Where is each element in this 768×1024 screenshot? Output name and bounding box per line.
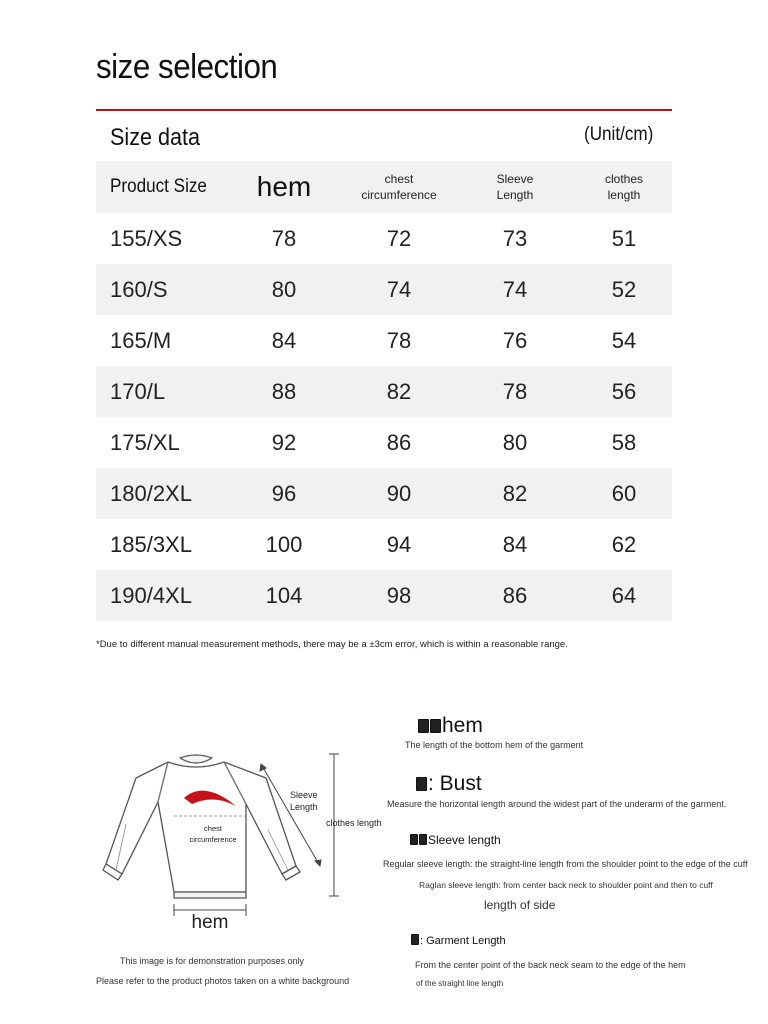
size-cell: 170/L xyxy=(96,366,224,417)
number-marker-icon xyxy=(430,719,441,733)
def-hem-title: hem xyxy=(418,714,483,738)
measurement-cell: 51 xyxy=(611,225,637,251)
measurement-cell: 84 xyxy=(502,531,528,557)
measurement-cell: 100 xyxy=(265,531,303,557)
size-cell: 190/4XL xyxy=(96,570,224,621)
def-sleeve-text-2: Raglan sleeve length: from center back neck to shoulder point and then to cuff xyxy=(419,880,713,890)
title-divider xyxy=(96,109,672,111)
table-row xyxy=(96,264,672,315)
page-title: size selection xyxy=(96,48,278,86)
diagram-caption-2: Please refer to the product photos taken on a white background xyxy=(96,976,350,986)
def-bust-text: Measure the horizontal length around the widest part of the underarm of the garment. xyxy=(387,799,727,809)
measurement-cell: 88 xyxy=(224,366,344,417)
measurement-cell: 74 xyxy=(454,264,576,315)
def-sleeve-text-1: Regular sleeve length: the straight-line length from the shoulder point to the edge of the cuff xyxy=(383,859,748,869)
measurement-cell: 82 xyxy=(454,468,576,519)
measurement-cell: 104 xyxy=(224,570,344,621)
def-garment-text-1: From the center point of the back neck seam to the edge of the hem xyxy=(415,960,686,970)
measurement-cell: 84 xyxy=(271,327,297,353)
size-cell: 155/XS xyxy=(110,225,183,251)
header-chest: chest circumference xyxy=(344,161,454,213)
number-marker-icon xyxy=(411,934,419,945)
diagram-hem-label: hem xyxy=(191,912,229,933)
diagram-clothes-length-label: clothes length xyxy=(326,818,382,828)
measurement-cell: 52 xyxy=(576,264,672,315)
measurement-cell: 72 xyxy=(386,225,412,251)
table-row xyxy=(96,468,672,519)
table-row xyxy=(96,315,672,366)
measurement-cell: 86 xyxy=(454,570,576,621)
header-sleeve-length: Sleeve Length xyxy=(454,161,576,213)
size-table xyxy=(96,161,672,621)
size-data-heading: Size data xyxy=(110,124,201,151)
measurement-cell: 90 xyxy=(344,468,454,519)
measurement-cell: 56 xyxy=(576,366,672,417)
table-row xyxy=(96,366,672,417)
table-row xyxy=(96,519,672,570)
diagram-chest-label: chest circumference xyxy=(189,824,237,844)
size-cell: 180/2XL xyxy=(96,468,224,519)
number-marker-icon xyxy=(410,834,418,845)
measurement-cell: 78 xyxy=(386,327,412,353)
diagram-sleeve-label: Sleeve Length xyxy=(290,790,318,812)
def-hem-text: The length of the bottom hem of the garment xyxy=(405,740,584,750)
header-product-size: Product Size xyxy=(96,161,224,213)
measurement-cell: 92 xyxy=(271,429,297,455)
table-row xyxy=(96,570,672,621)
unit-label: (Unit/cm) xyxy=(584,124,654,145)
def-sleeve-title: Sleeve length xyxy=(410,833,501,847)
table-row xyxy=(96,213,672,264)
measurement-cell: 78 xyxy=(271,225,297,251)
size-table-header xyxy=(96,161,672,213)
measurement-cell: 94 xyxy=(386,531,412,557)
measurement-cell: 64 xyxy=(576,570,672,621)
size-cell: 175/XL xyxy=(110,429,180,455)
def-sleeve-text-3: length of side xyxy=(484,898,556,912)
header-hem: hem xyxy=(224,161,344,213)
header-clothes-length: clothes length xyxy=(576,161,672,213)
measurement-cell: 80 xyxy=(502,429,528,455)
measurement-note: *Due to different manual measurement methods, there may be a ±3cm error, which is within a reasonable range. xyxy=(96,639,568,650)
measurement-cell: 74 xyxy=(344,264,454,315)
measurement-cell: 82 xyxy=(344,366,454,417)
diagram-caption-1: This image is for demonstration purposes only xyxy=(119,956,305,966)
size-cell: 185/3XL xyxy=(110,531,192,557)
def-garment-text-2: of the straight line length xyxy=(416,979,504,988)
measurement-cell: 96 xyxy=(224,468,344,519)
table-row xyxy=(96,417,672,468)
measurement-cell: 73 xyxy=(502,225,528,251)
measurement-cell: 58 xyxy=(611,429,637,455)
size-cell: 160/S xyxy=(96,264,224,315)
measurement-cell: 86 xyxy=(386,429,412,455)
size-cell: 165/M xyxy=(110,327,172,353)
measurement-cell: 60 xyxy=(576,468,672,519)
measurement-cell: 62 xyxy=(611,531,637,557)
number-marker-icon xyxy=(419,834,427,845)
measurement-cell: 54 xyxy=(611,327,637,353)
measurement-cell: 98 xyxy=(344,570,454,621)
def-bust-title: : Bust xyxy=(416,772,482,796)
measurement-cell: 80 xyxy=(224,264,344,315)
measurement-cell: 76 xyxy=(502,327,528,353)
measurement-cell: 78 xyxy=(454,366,576,417)
number-marker-icon xyxy=(418,719,429,733)
number-marker-icon xyxy=(416,777,427,791)
def-garment-title: : Garment Length xyxy=(411,934,506,947)
